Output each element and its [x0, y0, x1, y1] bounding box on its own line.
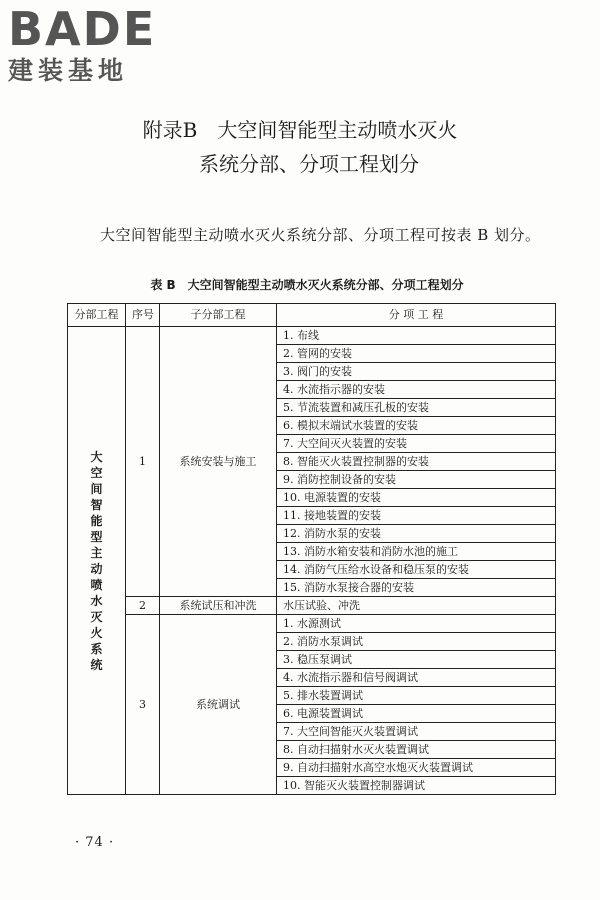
seq-cell: 3 [126, 615, 160, 795]
part-name-char: 大 [90, 449, 103, 464]
appendix-title-line-2: 系统分部、分项工程划分 [199, 152, 419, 176]
table-row [68, 615, 556, 633]
part-name-char: 火 [90, 625, 103, 640]
item-cell: 6. 电源装置调试 [277, 705, 556, 723]
item-cell: 2. 管网的安装 [277, 345, 556, 363]
logo-subtitle-text: 建装基地 [8, 56, 129, 85]
item-cell: 8. 自动扫描射水灭火装置调试 [277, 741, 556, 759]
part-name-char: 喷 [90, 577, 103, 592]
subdivision-cell: 系统调试 [160, 615, 277, 795]
item-cell: 12. 消防水泵的安装 [277, 525, 556, 543]
appendix-title-line-1: 附录B 大空间智能型主动喷水灭火 [142, 118, 458, 142]
intro-paragraph [72, 223, 562, 247]
header-item: 分 项 工 程 [277, 304, 556, 327]
part-name-char: 主 [90, 545, 103, 560]
item-cell: 15. 消防水泵接合器的安装 [277, 579, 556, 597]
item-cell: 6. 模拟末端试水装置的安装 [277, 417, 556, 435]
part-name-char: 灭 [90, 609, 103, 624]
item-cell: 7. 大空间灭火装置的安装 [277, 435, 556, 453]
part-name-char: 型 [90, 529, 103, 544]
table-caption: 表 B 大空间智能型主动喷水灭火系统分部、分项工程划分 [150, 278, 464, 292]
logo-brand-text: BADE [8, 2, 157, 56]
seq-cell: 2 [126, 597, 160, 615]
header-sub: 子分部工程 [160, 304, 277, 327]
item-cell: 3. 阀门的安装 [277, 363, 556, 381]
table-row [68, 327, 556, 345]
item-cell: 5. 排水装置调试 [277, 687, 556, 705]
part-name-char: 水 [90, 593, 103, 608]
item-cell: 4. 水流指示器的安装 [277, 381, 556, 399]
part-name-char: 智 [90, 497, 103, 512]
division-table [67, 303, 556, 795]
part-name-char: 间 [90, 481, 103, 496]
item-cell: 3. 稳压泵调试 [277, 651, 556, 669]
seq-cell: 1 [126, 327, 160, 597]
intro-text: 大空间智能型主动喷水灭火系统分部、分项工程可按表 B 划分。 [100, 226, 541, 244]
part-name-char: 动 [90, 561, 103, 576]
part-name-char: 空 [90, 465, 103, 480]
header-seq: 序号 [126, 304, 160, 327]
item-cell: 8. 智能灭火装置控制器的安装 [277, 453, 556, 471]
table-body [68, 327, 556, 795]
subdivision-cell: 系统安装与施工 [160, 327, 277, 597]
item-cell: 7. 大空间智能灭火装置调试 [277, 723, 556, 741]
bade-logo [8, 4, 188, 94]
part-name-char: 统 [90, 657, 103, 672]
item-cell: 10. 电源装置的安装 [277, 489, 556, 507]
item-cell: 1. 布线 [277, 327, 556, 345]
header-part: 分部工程 [68, 304, 126, 327]
item-cell: 2. 消防水泵调试 [277, 633, 556, 651]
page-number: · 74 · [75, 835, 115, 850]
item-cell: 14. 消防气压给水设备和稳压泵的安装 [277, 561, 556, 579]
item-cell: 1. 水源测试 [277, 615, 556, 633]
item-cell: 水压试验、冲洗 [277, 597, 556, 615]
part-name-cell [68, 327, 126, 795]
part-name-char: 能 [90, 513, 103, 528]
table-row [68, 597, 556, 615]
subdivision-cell: 系统试压和冲洗 [160, 597, 277, 615]
item-cell: 9. 消防控制设备的安装 [277, 471, 556, 489]
item-cell: 9. 自动扫描射水高空水炮灭火装置调试 [277, 759, 556, 777]
item-cell: 10. 智能灭火装置控制器调试 [277, 777, 556, 795]
item-cell: 4. 水流指示器和信号阀调试 [277, 669, 556, 687]
item-cell: 11. 接地装置的安装 [277, 507, 556, 525]
item-cell: 5. 节流装置和减压孔板的安装 [277, 399, 556, 417]
table-header-row [68, 304, 556, 327]
part-name-char: 系 [90, 641, 103, 656]
item-cell: 13. 消防水箱安装和消防水池的施工 [277, 543, 556, 561]
